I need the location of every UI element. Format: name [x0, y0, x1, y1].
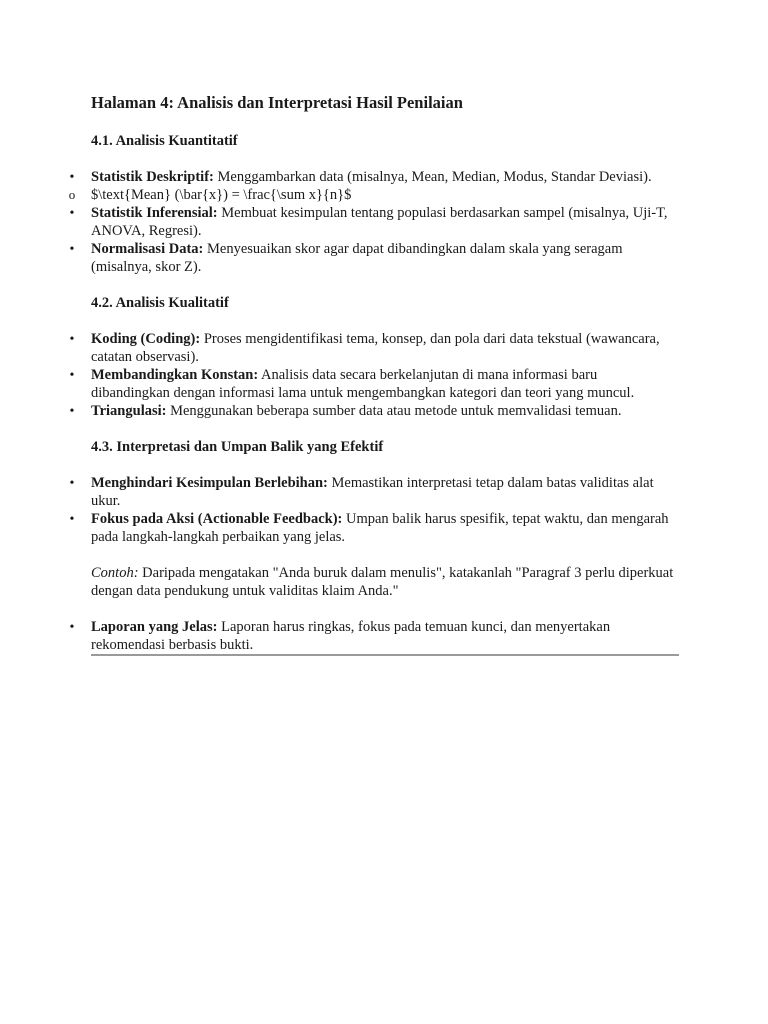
item-text: Proses mengidentifikasi tema, konsep, dan pola dari data tekstual (wawancara, catatan observasi).	[91, 331, 660, 365]
bullet-marker	[66, 366, 78, 385]
item-lead: Menghindari Kesimpulan Berlebihan:	[91, 475, 328, 491]
bullet-marker	[66, 618, 78, 637]
section-interpretation-feedback	[91, 438, 679, 656]
item-text: Memastikan interpretasi tetap dalam batas validitas alat ukur.	[91, 475, 654, 509]
list-item	[91, 366, 679, 402]
example-label: Contoh:	[91, 565, 139, 581]
list-item	[91, 402, 679, 420]
bullet-list	[91, 618, 679, 656]
section-qualitative-analysis	[91, 294, 679, 420]
section-heading: 4.1. Analisis Kuantitatif	[91, 133, 238, 149]
bullet-list	[68, 168, 679, 276]
list-item	[68, 186, 679, 204]
example-text: Daripada mengatakan "Anda buruk dalam menulis", katakanlah "Paragraf 3 perlu diperkuat dengan data pendukung untuk validitas klaim Anda."	[91, 565, 674, 599]
section-heading: 4.3. Interpretasi dan Umpan Balik yang Efektif	[91, 439, 384, 455]
item-lead: Laporan yang Jelas:	[91, 619, 218, 635]
bullet-marker	[66, 402, 78, 421]
item-text: Analisis data secara berkelanjutan di mana informasi baru dibandingkan dengan informasi lama untuk mengembangkan kategori dan teori yang muncul.	[91, 367, 635, 401]
item-lead: Fokus pada Aksi (Actionable Feedback):	[91, 511, 343, 527]
item-lead: Koding (Coding):	[91, 331, 201, 347]
bullet-marker	[66, 474, 78, 493]
list-item	[91, 204, 679, 240]
bullet-marker	[66, 510, 78, 529]
item-text: Menyesuaikan skor agar dapat dibandingkan dalam skala yang seragam (misalnya, skor Z).	[91, 241, 623, 275]
item-text: Membuat kesimpulan tentang populasi berdasarkan sampel (misalnya, Uji-T, ANOVA, Regresi).	[91, 205, 668, 239]
list-item	[91, 240, 679, 276]
bullet-marker	[66, 240, 78, 259]
list-item	[91, 510, 679, 546]
list-item	[91, 474, 679, 510]
item-lead: Statistik Deskriptif:	[91, 169, 214, 185]
bullet-list	[91, 330, 679, 420]
section-quantitative-analysis	[68, 132, 679, 276]
item-lead: Statistik Inferensial:	[91, 205, 218, 221]
list-item	[91, 330, 679, 366]
item-text: Laporan harus ringkas, fokus pada temuan kunci, dan menyertakan rekomendasi berbasis bukti.	[91, 619, 611, 653]
document-page	[68, 92, 679, 656]
bullet-marker	[66, 204, 78, 223]
page-title: Halaman 4: Analisis dan Interpretasi Hasil Penilaian	[91, 93, 463, 112]
item-text: Menggambarkan data (misalnya, Mean, Median, Modus, Standar Deviasi).	[213, 169, 652, 185]
item-lead: Triangulasi:	[91, 403, 167, 419]
item-lead: Membandingkan Konstan:	[91, 367, 259, 383]
bullet-marker	[66, 330, 78, 349]
item-text: Menggunakan beberapa sumber data atau metode untuk memvalidasi temuan.	[166, 403, 622, 419]
item-text: Umpan balik harus spesifik, tepat waktu, dan mengarah pada langkah-langkah perbaikan yang jelas.	[91, 511, 669, 545]
formula-text: $\text{Mean} (\bar{x}) = \frac{\sum x}{n}$	[91, 187, 352, 203]
example-paragraph	[91, 564, 679, 600]
section-heading: 4.2. Analisis Kualitatif	[91, 295, 229, 311]
bullet-list	[91, 474, 679, 546]
list-item	[91, 618, 679, 656]
item-lead: Normalisasi Data:	[91, 241, 204, 257]
list-item	[91, 168, 679, 186]
circle-marker: o	[68, 187, 76, 202]
bullet-marker	[66, 168, 78, 187]
